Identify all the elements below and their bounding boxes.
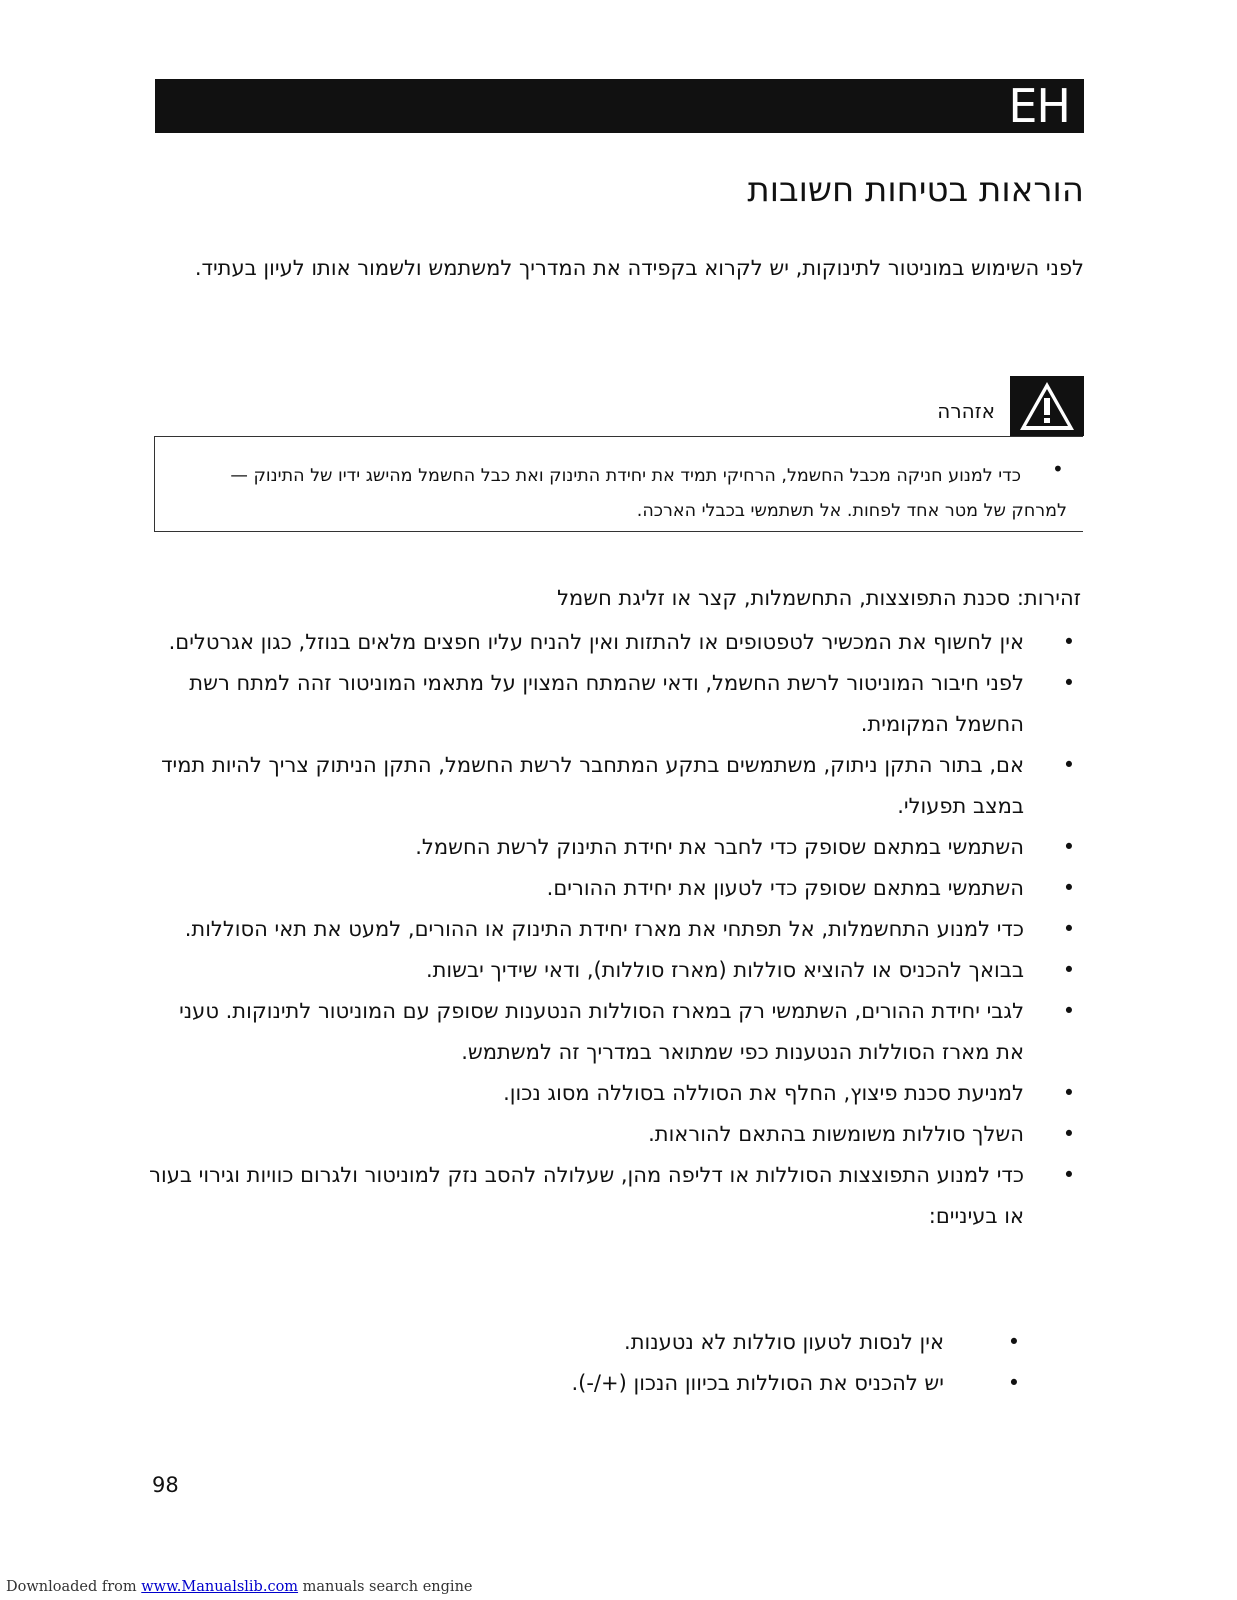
sub-list-item: • יש להכניס את הסוללות בכיוון הנכון (+/-).: [571, 1371, 1021, 1395]
warning-triangle-icon: [1010, 376, 1084, 436]
footer-suffix: manuals search engine: [302, 1579, 473, 1595]
warning-label: אזהרה: [937, 399, 995, 423]
page-number: 98: [152, 1473, 179, 1497]
language-code: EH: [1008, 79, 1070, 133]
page-title: הוראות בטיחות חשובות: [747, 170, 1084, 210]
list-item: • השתמשי במתאם שסופק כדי לחבר את יחידת התינוק לרשת החשמל.: [415, 835, 1076, 859]
list-item: • בבואך להכניס או להוציא סוללות (מארז סוללות), ודאי שידיך יבשות.: [425, 958, 1076, 982]
list-item: • השתמשי במתאם שסופק כדי לטעון את יחידת ההורים.: [546, 876, 1076, 900]
sub-list: [149, 1322, 1079, 1404]
list-item: • למניעת סכנת פיצוץ, החלף את הסוללה בסוללה מסוג נכון.: [503, 1081, 1076, 1105]
warning-icon-box: [1010, 376, 1084, 436]
footer-prefix: Downloaded from: [6, 1579, 137, 1595]
hazards-list: [149, 622, 1079, 1237]
language-header-bar: [155, 79, 1084, 133]
warning-text: כדי למנוע חניקה מכבל החשמל, הרחיקי תמיד את יחידת התינוק ואת כבל החשמל מהישג ידיו של התינוק — למרחק של מטר אחד לפחות. אל תשתמשי בכבלי הארכה.: [230, 466, 1067, 521]
manualslib-link[interactable]: www.Manualslib.com: [141, 1579, 299, 1595]
list-item: • לגבי יחידת ההורים, השתמשי רק במארז הסוללות הנטענות שסופק עם המוניטור לתינוקות. טעני את מארז הסוללות הנטענות כפי שמתואר במדריך זה למשתמש.: [179, 999, 1076, 1064]
warning-bullet: •: [1052, 457, 1064, 481]
sub-list-container: [149, 1322, 1079, 1404]
list-item: • כדי למנוע התפוצצות הסוללות או דליפה מהן, שעלולה להסב נזק למוניטור ולגרום כוויות וגירוי בעור או בעיניים:: [149, 1163, 1076, 1228]
list-item: • השלך סוללות משומשות בהתאם להוראות.: [648, 1122, 1076, 1146]
list-item: • לפני חיבור המוניטור לרשת החשמל, ודאי שהמתח המצוין על מתאמי המוניטור זהה למתח רשת החשמל המקומית.: [189, 671, 1076, 736]
intro-paragraph: לפני השימוש במוניטור לתינוקות, יש לקרוא בקפידה את המדריך למשתמש ולשמור אותו לעיון בעתיד.: [194, 256, 1084, 280]
sub-list-item: • אין לנסות לטעון סוללות לא נטענות.: [624, 1330, 1021, 1354]
list-item: • אין לחשוף את המכשיר לטפטופים או להתזות ואין להניח עליו חפצים מלאים בנוזל, כגון אגרטלים.: [168, 630, 1076, 654]
list-item: • אם, בתור התקן ניתוק, משתמשים בתקע המתחבר לרשת החשמל, התקן הניתוק צריך להיות תמיד במצב תפעולי.: [161, 753, 1076, 818]
hazards-title: זהירות: סכנת התפוצצות, התחשמלות, קצר או זליגת חשמל: [557, 586, 1081, 610]
list-item: • כדי למנוע התחשמלות, אל תפתחי את מארז יחידת התינוק או ההורים, למעט את תאי הסוללות.: [184, 917, 1076, 941]
download-footer: [6, 1578, 473, 1596]
